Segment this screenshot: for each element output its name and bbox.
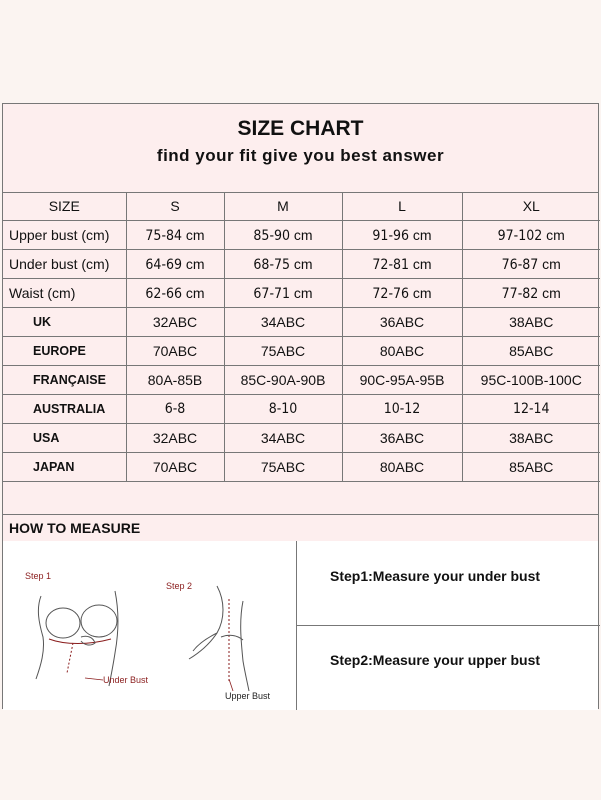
chart-title: SIZE CHART <box>237 117 364 140</box>
step1-text: Step1:Measure your under bust <box>330 568 541 584</box>
cell-value: 67-71 <box>253 285 291 302</box>
table-cell <box>126 250 224 279</box>
table-cell <box>462 250 600 279</box>
row-label: Upper bust (cm) <box>3 221 126 250</box>
table-row <box>3 395 600 424</box>
table-cell: 32ABC <box>126 308 224 337</box>
table-cell: 85C-90A-90B <box>224 366 342 395</box>
cell-value: 85-90 <box>253 227 291 244</box>
table-cell: 80A-85B <box>126 366 224 395</box>
cell-value: 62-66 <box>145 285 183 302</box>
measure-illustration <box>3 541 297 710</box>
cell-value: 77-82 <box>501 285 539 302</box>
cell-unit: cm <box>293 284 313 301</box>
cell-unit: cm <box>293 255 313 272</box>
step1-illustration-label: Step 1 <box>25 571 52 581</box>
table-cell: 75ABC <box>224 337 342 366</box>
cell-value: 76-87 <box>501 256 539 273</box>
size-table <box>3 192 600 482</box>
cell-unit: cm <box>412 255 432 272</box>
table-cell: 38ABC <box>462 308 600 337</box>
cell-value: 91-96 <box>372 227 410 244</box>
chart-subtitle: find your fit give you best answer <box>156 146 445 165</box>
table-cell: 85ABC <box>462 453 600 482</box>
table-cell: 95C-100B-100C <box>462 366 600 395</box>
table-cell <box>126 279 224 308</box>
table-cell: 75ABC <box>224 453 342 482</box>
table-cell <box>462 279 600 308</box>
cell-unit: cm <box>185 284 205 301</box>
table-cell <box>342 279 462 308</box>
cell-unit: cm <box>542 255 561 272</box>
table-cell: 90C-95A-95B <box>342 366 462 395</box>
cell-unit: cm <box>546 226 565 243</box>
size-chart-card <box>2 103 599 709</box>
table-cell: 10-12 <box>342 395 462 424</box>
table-cell: 70ABC <box>126 453 224 482</box>
cell-unit: cm <box>185 226 205 243</box>
row-label: UK <box>3 308 126 337</box>
table-cell <box>126 221 224 250</box>
chart-header <box>3 104 598 193</box>
row-label: Waist (cm) <box>3 279 126 308</box>
table-row <box>3 221 600 250</box>
row-label: USA <box>3 424 126 453</box>
table-cell: 12-14 <box>462 395 600 424</box>
step2-panel <box>296 626 600 710</box>
measuring-figures-illustration <box>3 541 296 710</box>
table-cell <box>342 221 462 250</box>
table-cell: 36ABC <box>342 424 462 453</box>
table-cell <box>224 250 342 279</box>
cell-unit: cm <box>412 226 432 243</box>
cell-unit: cm <box>185 255 205 272</box>
header-cell: XL <box>462 192 600 221</box>
how-to-measure-heading: HOW TO MEASURE <box>9 520 141 536</box>
under-bust-caption: Under Bust <box>103 675 149 685</box>
row-label: FRANÇAISE <box>3 366 126 395</box>
cell-value: 72-76 <box>372 285 410 302</box>
table-row <box>3 279 600 308</box>
table-row <box>3 250 600 279</box>
table-row <box>3 337 600 366</box>
table-row <box>3 308 600 337</box>
cell-value: 97-102 <box>497 227 543 244</box>
upper-bust-caption: Upper Bust <box>225 691 271 701</box>
table-row <box>3 424 600 453</box>
table-cell: 34ABC <box>224 424 342 453</box>
row-label: AUSTRALIA <box>3 395 126 424</box>
figure-upper-bust <box>189 586 249 691</box>
table-cell: 70ABC <box>126 337 224 366</box>
cell-value: 64-69 <box>145 256 183 273</box>
table-cell <box>224 279 342 308</box>
step1-panel <box>296 541 600 626</box>
how-to-measure-heading-bar <box>3 514 598 542</box>
figure-under-bust <box>36 591 118 686</box>
table-cell: 36ABC <box>342 308 462 337</box>
cell-unit: cm <box>542 284 561 301</box>
table-cell: 6-8 <box>126 395 224 424</box>
row-label: EUROPE <box>3 337 126 366</box>
row-label: JAPAN <box>3 453 126 482</box>
row-label: Under bust (cm) <box>3 250 126 279</box>
header-cell: SIZE <box>3 192 126 221</box>
table-cell <box>224 221 342 250</box>
table-cell: 8-10 <box>224 395 342 424</box>
table-cell: 32ABC <box>126 424 224 453</box>
measure-section <box>3 541 598 710</box>
cell-unit: cm <box>293 226 313 243</box>
header-cell: M <box>224 192 342 221</box>
table-cell <box>462 221 600 250</box>
table-cell: 80ABC <box>342 453 462 482</box>
table-row <box>3 366 600 395</box>
step2-text: Step2:Measure your upper bust <box>330 652 541 668</box>
step2-illustration-label: Step 2 <box>166 581 193 591</box>
header-cell: S <box>126 192 224 221</box>
table-cell: 34ABC <box>224 308 342 337</box>
table-cell: 38ABC <box>462 424 600 453</box>
cell-value: 68-75 <box>253 256 291 273</box>
header-cell: L <box>342 192 462 221</box>
table-row <box>3 453 600 482</box>
cell-unit: cm <box>412 284 432 301</box>
table-header-row <box>3 192 600 221</box>
cell-value: 75-84 <box>145 227 183 244</box>
table-cell: 80ABC <box>342 337 462 366</box>
table-cell <box>342 250 462 279</box>
table-cell: 85ABC <box>462 337 600 366</box>
cell-value: 72-81 <box>372 256 410 273</box>
